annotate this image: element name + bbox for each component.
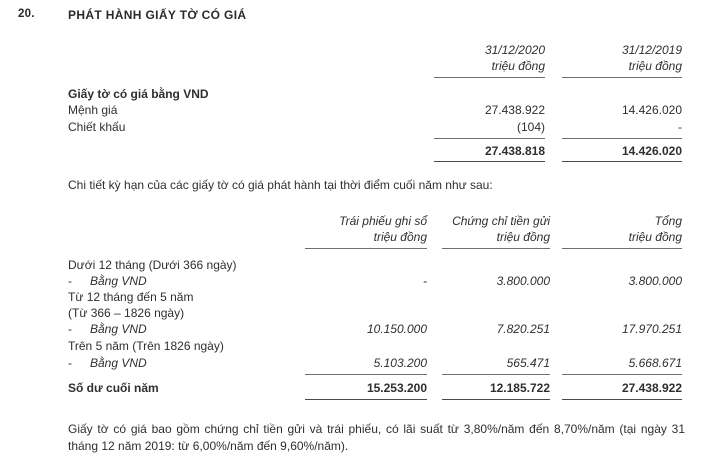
table1-header-col1-unit: triệu đồng [491, 59, 545, 73]
table2-group-0-col1: - [423, 274, 427, 288]
table2-group-2-col2: 565.471 [506, 356, 550, 370]
table2-total-rule-bottom-col3 [562, 399, 682, 400]
table2-total-label: Số dư cuối năm [68, 381, 159, 395]
table2-total-rule-top-col3 [562, 374, 682, 375]
table2-total-col3: 27.438.922 [621, 381, 682, 395]
page-title: PHÁT HÀNH GIẤY TỜ CÓ GIÁ [68, 8, 247, 22]
table1-total-rule-bottom-col2 [562, 161, 682, 162]
table2-group-1-dash: - [68, 322, 72, 336]
table1-total-rule-bottom-col1 [434, 161, 545, 162]
table1-header-col1-date: 31/12/2020 [484, 43, 545, 57]
table2-total-rule-bottom-col2 [442, 399, 550, 400]
table2-header-col1-name: Trái phiếu ghi sổ [339, 214, 427, 228]
table2-header-rule-col2 [442, 248, 550, 249]
table2-total-rule-top-col2 [442, 374, 550, 375]
table1-row-value-1-col1: (104) [516, 120, 545, 134]
table2-header-rule-col1 [305, 248, 427, 249]
table1-group-label: Giấy tờ có giá bằng VND [68, 87, 209, 101]
table2-total-rule-bottom-col1 [305, 399, 427, 400]
table1-total-col1: 27.438.818 [484, 144, 545, 158]
table2-group-1-col2: 7.820.251 [496, 322, 550, 336]
table2-header-col2-unit: triệu đồng [496, 230, 550, 244]
table2-header-rule-col3 [562, 248, 682, 249]
table2-group-2-item-label: Bằng VND [90, 356, 147, 370]
table2-header-col1 [305, 213, 427, 245]
footer-paragraph: Giấy tờ có giá bao gồm chứng chỉ tiền gửi và trái phiếu, có lãi suất từ 3,80%/năm đến 8,70%/năm (tại ngày 31 tháng 12 năm 2019: từ 6,00%/năm đến 9,60%/năm). [68, 422, 685, 453]
table2-group-0-dash: - [68, 274, 72, 288]
table1-header-rule-col1 [434, 77, 545, 78]
table1-header-col2-date: 31/12/2019 [621, 43, 682, 57]
table1-header-col1 [434, 42, 545, 74]
table2-group-1-heading-line2: (Từ 366 – 1826 ngày) [68, 306, 185, 320]
section-number: 20. [18, 8, 35, 20]
table2-total-rule-top-col1 [305, 374, 427, 375]
table2-group-0-item-label: Bằng VND [90, 274, 147, 288]
table1-row-label-0: Mệnh giá [68, 103, 118, 117]
table2-header-col3-unit: triệu đồng [628, 230, 682, 244]
table2-header-col2 [442, 213, 550, 245]
table2-header-col1-unit: triệu đồng [373, 230, 427, 244]
table2-group-1-heading-line1: Từ 12 tháng đến 5 năm [68, 290, 194, 304]
table1-header-rule-col2 [562, 77, 682, 78]
table2-group-0-heading: Dưới 12 tháng (Dưới 366 ngày) [68, 258, 237, 272]
table2-total-col2: 12.185.722 [489, 381, 550, 395]
table2-group-0-col3: 3.800.000 [628, 274, 682, 288]
table2-group-2-heading: Trên 5 năm (Trên 1826 ngày) [68, 339, 224, 353]
table2-group-1-item-label: Bằng VND [90, 322, 147, 336]
section-heading [0, 8, 712, 28]
table1-row-value-0-col1: 27.438.922 [484, 103, 545, 117]
table2-total-col1: 15.253.200 [366, 381, 427, 395]
table1-header-col2 [562, 42, 682, 74]
intro-paragraph: Chi tiết kỳ hạn của các giấy tờ có giá phát hành tại thời điểm cuối năm như sau: [68, 178, 493, 192]
table1-row-label-1: Chiết khấu [68, 120, 126, 134]
table2-group-0-col2: 3.800.000 [496, 274, 550, 288]
table1-total-rule-top-col1 [434, 138, 545, 139]
table2-group-2-dash: - [68, 356, 72, 370]
table1-header-col2-unit: triệu đồng [628, 59, 682, 73]
table2-header-col3 [562, 213, 682, 245]
table2-group-2-col3: 5.668.671 [628, 356, 682, 370]
table1-row-value-1-col2: - [678, 120, 682, 134]
table2-header-col3-name: Tổng [654, 214, 682, 228]
table1-total-rule-top-col2 [562, 138, 682, 139]
table2-group-2-col1: 5.103.200 [373, 356, 427, 370]
table1-row-value-0-col2: 14.426.020 [621, 103, 682, 117]
table2-group-1-col3: 17.970.251 [621, 322, 682, 336]
table2-group-1-col1: 10.150.000 [366, 322, 427, 336]
table1-total-col2: 14.426.020 [621, 144, 682, 158]
table2-header-col2-name: Chứng chỉ tiền gửi [452, 214, 550, 228]
